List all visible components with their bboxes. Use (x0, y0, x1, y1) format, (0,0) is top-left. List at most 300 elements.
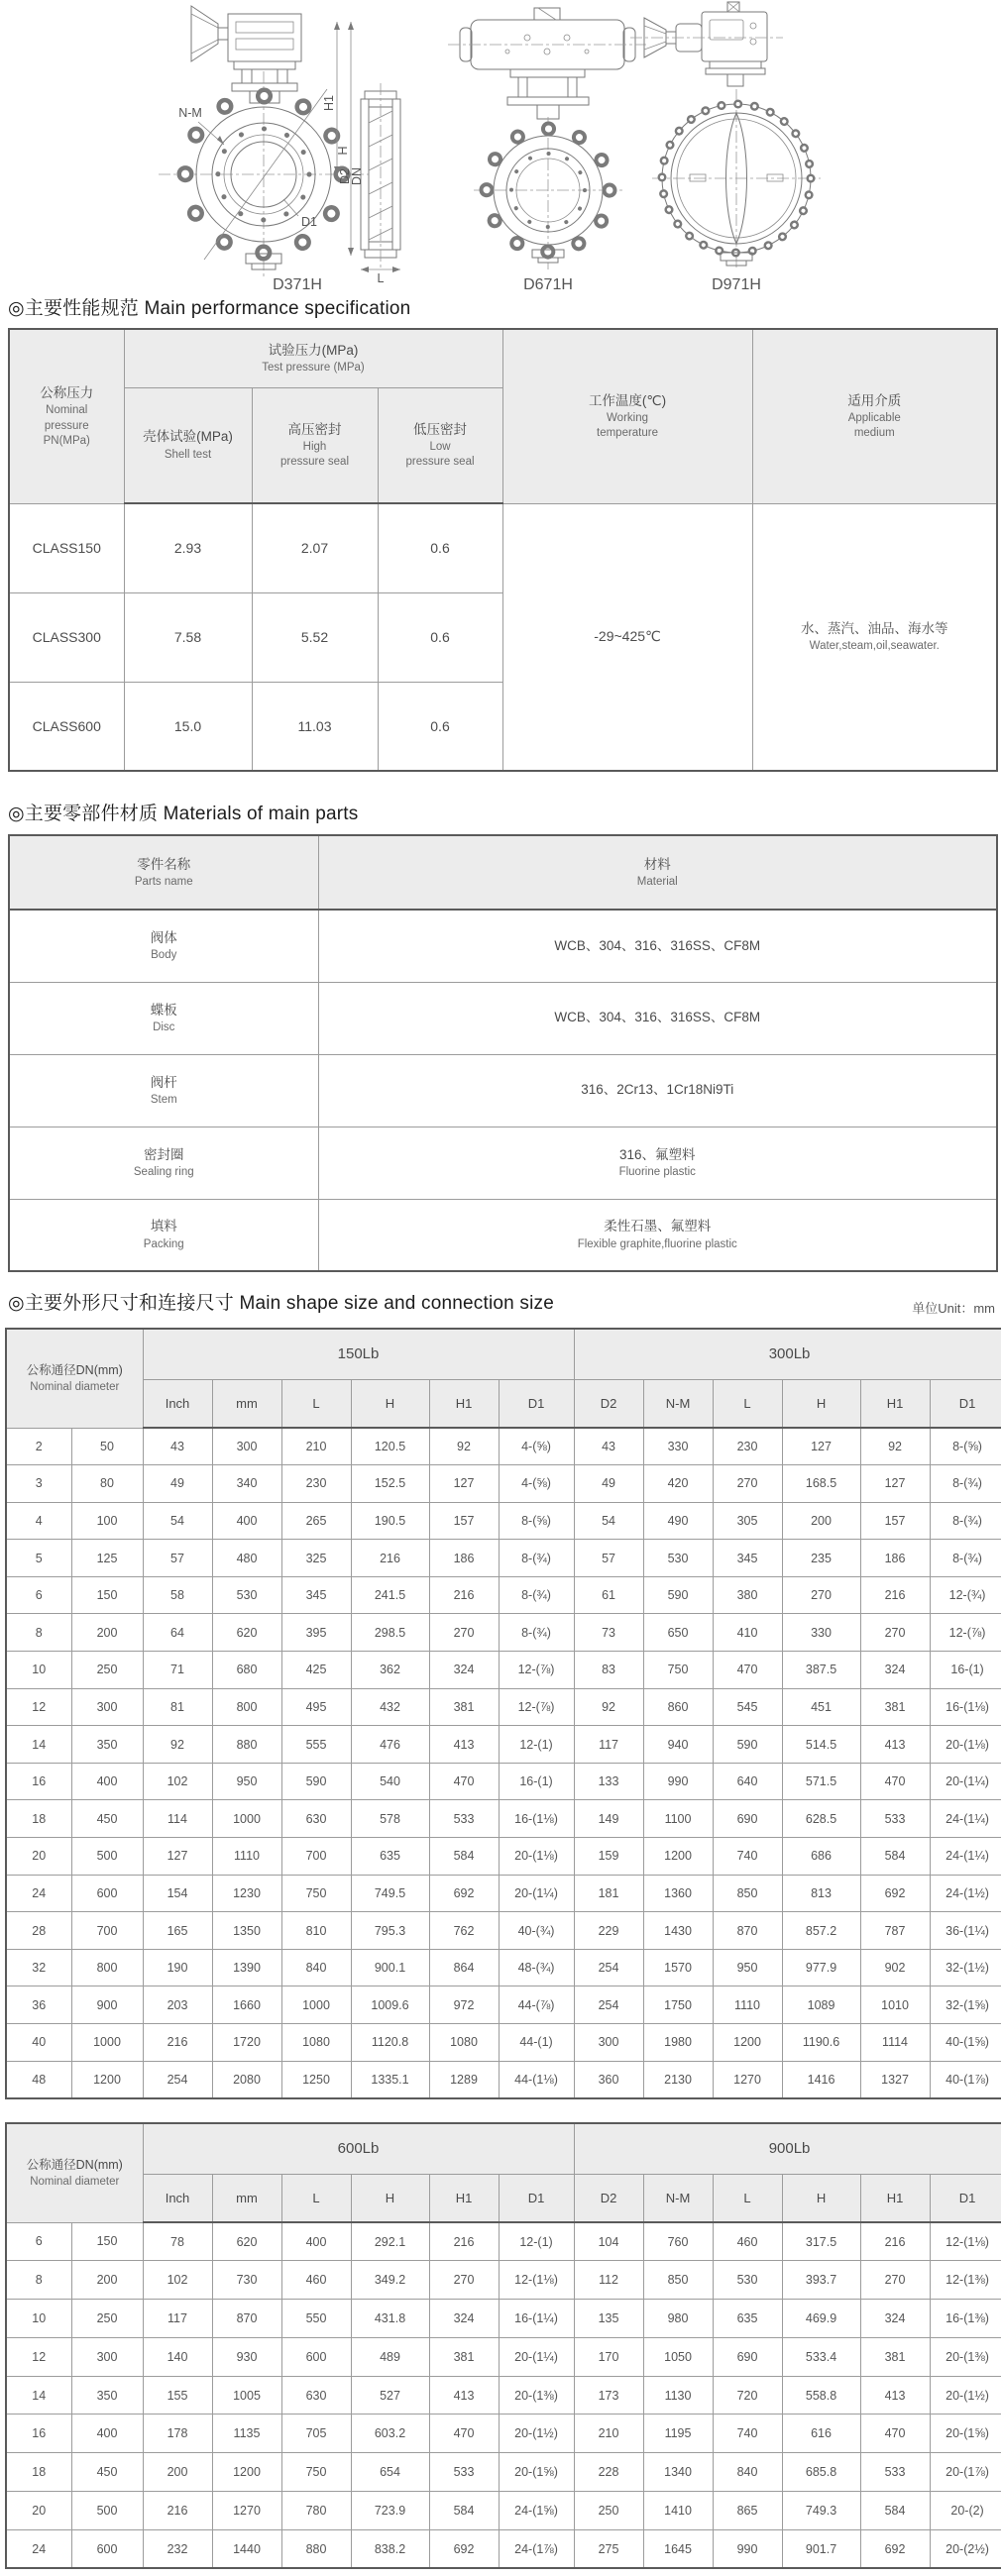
dimension-cell: 117 (143, 2300, 212, 2338)
dimension-cell: 410 (713, 1614, 782, 1652)
dimension-cell: 270 (429, 1614, 499, 1652)
dimension-cell: 1089 (782, 1986, 860, 2024)
dimension-cell: 431.8 (351, 2300, 429, 2338)
dimension-cell: 250 (71, 1652, 143, 1689)
dimension-cell: 1190.6 (782, 2024, 860, 2062)
dimension-cell: 810 (281, 1912, 351, 1950)
dimension-cell: 40 (6, 2024, 71, 2062)
label-en: Shell test (164, 448, 212, 461)
dimension-cell: 558.8 (782, 2376, 860, 2415)
dimension-cell: 18 (6, 1800, 71, 1838)
dimension-cell: 533 (860, 1800, 930, 1838)
low-seal-value: 0.6 (378, 682, 502, 771)
column-header: N-M (643, 1379, 713, 1428)
dimension-cell: 2 (6, 1428, 71, 1465)
dimension-cell: 880 (212, 1726, 281, 1764)
dimension-cell: 870 (713, 1912, 782, 1950)
dimension-cell: 16 (6, 2415, 71, 2453)
dimension-cell: 630 (281, 1800, 351, 1838)
column-header: mm (212, 2174, 281, 2222)
material-zh: WCB、304、316、316SS、CF8M (554, 937, 761, 953)
dimension-cell: 12 (6, 2337, 71, 2376)
dimension-cell: 8-(¾) (499, 1614, 574, 1652)
dimension-cell: 616 (782, 2415, 860, 2453)
header-group-900lb: 900Lb (574, 2123, 1001, 2174)
dimension-cell: 413 (860, 2376, 930, 2415)
dimension-cell: 40-(1⅝) (930, 2024, 1001, 2062)
dimension-row (6, 1875, 1001, 1912)
dim-label-l: L (377, 271, 385, 285)
dimension-cell: 692 (429, 1875, 499, 1912)
dimension-cell: 345 (281, 1576, 351, 1614)
dimension-cell: 720 (713, 2376, 782, 2415)
dimension-cell: 157 (860, 1502, 930, 1540)
column-header: H1 (429, 2174, 499, 2222)
dimension-cell: 102 (143, 1763, 212, 1800)
label-en: PN(MPa) (43, 435, 90, 448)
dimension-cell: 32 (6, 1949, 71, 1986)
dimension-cell: 155 (143, 2376, 212, 2415)
dimension-row (6, 1912, 1001, 1950)
dimension-cell: 425 (281, 1652, 351, 1689)
dimension-cell: 43 (143, 1428, 212, 1465)
label-zh: 工作温度(℃) (588, 392, 667, 408)
dimension-cell: 470 (429, 1763, 499, 1800)
dimension-cell: 654 (351, 2453, 429, 2492)
dimension-cell: 990 (643, 1763, 713, 1800)
dimension-cell: 73 (574, 1614, 643, 1652)
part-en: Disc (153, 1020, 175, 1033)
column-header: D2 (574, 2174, 643, 2222)
dimension-cell: 127 (782, 1428, 860, 1465)
dimension-cell: 100 (71, 1502, 143, 1540)
dimension-cell: 200 (71, 1614, 143, 1652)
drawing-caption: D971H (712, 276, 761, 293)
dimension-cell: 330 (643, 1428, 713, 1465)
dimension-cell: 600 (281, 2337, 351, 2376)
dimension-cell: 1110 (212, 1838, 281, 1876)
part-zh: 蝶板 (150, 1002, 177, 1018)
dimension-cell: 12-(1⅛) (499, 2261, 574, 2300)
dimension-cell: 92 (143, 1726, 212, 1764)
dimension-row (6, 2415, 1001, 2453)
dimension-cell: 740 (713, 1838, 782, 1876)
dimension-row (6, 1502, 1001, 1540)
dimension-cell: 127 (429, 1465, 499, 1503)
dimension-cell: 12-(⅞) (930, 1614, 1001, 1652)
dimension-cell: 533 (860, 2453, 930, 2492)
label-en: pressure seal (279, 456, 350, 469)
dimension-cell: 470 (713, 1652, 782, 1689)
dimension-cell: 1100 (643, 1800, 713, 1838)
part-en: Packing (143, 1237, 184, 1250)
dimension-cell: 470 (860, 1763, 930, 1800)
dimension-cell: 432 (351, 1688, 429, 1726)
dimension-cell: 692 (429, 2529, 499, 2568)
dimension-cell: 413 (429, 1726, 499, 1764)
dimension-cell: 381 (860, 2337, 930, 2376)
dimension-cell: 24-(1¼) (930, 1800, 1001, 1838)
shell-test-value: 7.58 (124, 592, 252, 682)
material-row (9, 982, 997, 1054)
dimension-cell: 20-(1½) (930, 2376, 1001, 2415)
dimension-cell: 1350 (212, 1912, 281, 1950)
dimension-cell: 571.5 (782, 1763, 860, 1800)
dimension-cell: 235 (782, 1540, 860, 1577)
dimension-cell: 20 (6, 1838, 71, 1876)
dimension-cell: 152.5 (351, 1465, 429, 1503)
dimension-cell: 578 (351, 1800, 429, 1838)
column-header: Inch (143, 2174, 212, 2222)
dimension-cell: 36-(1¼) (930, 1912, 1001, 1950)
dimension-cell: 216 (860, 2222, 930, 2261)
dimension-cell: 324 (429, 1652, 499, 1689)
dimension-cell: 102 (143, 2261, 212, 2300)
material-value (318, 910, 997, 982)
dimension-cell: 8-(⅝) (930, 1428, 1001, 1465)
dimension-cell: 1200 (713, 2024, 782, 2062)
dimension-row (6, 1576, 1001, 1614)
dimension-cell: 1270 (212, 2492, 281, 2530)
dimension-cell: 250 (574, 2492, 643, 2530)
dimension-cell: 127 (143, 1838, 212, 1876)
dimension-cell: 300 (71, 1688, 143, 1726)
dimension-cell: 216 (860, 1576, 930, 1614)
dimension-cell: 173 (574, 2376, 643, 2415)
dimension-cell: 16-(1⅜) (930, 2300, 1001, 2338)
dimension-cell: 127 (860, 1465, 930, 1503)
dimension-cell: 780 (281, 2492, 351, 2530)
dimension-cell: 216 (429, 1576, 499, 1614)
column-header: mm (212, 1379, 281, 1428)
column-header-row (6, 1379, 1001, 1428)
label-en: Test pressure (MPa) (262, 362, 365, 375)
dimension-row (6, 2492, 1001, 2530)
dimension-cell: 450 (71, 2453, 143, 2492)
dimension-cell: 460 (713, 2222, 782, 2261)
dimension-cell: 150 (71, 2222, 143, 2261)
part-name (9, 1199, 318, 1271)
shell-test-value: 15.0 (124, 682, 252, 771)
dimension-cell: 20-(1⅝) (499, 2453, 574, 2492)
dimension-cell: 181 (574, 1875, 643, 1912)
part-zh: 填料 (150, 1219, 177, 1234)
temperature-value: -29~425℃ (502, 503, 752, 771)
dimension-cell: 864 (429, 1949, 499, 1986)
dimension-cell: 157 (429, 1502, 499, 1540)
dimension-cell: 230 (713, 1428, 782, 1465)
dimension-cell: 940 (643, 1726, 713, 1764)
label-zh: 公称压力 (40, 384, 94, 400)
dimension-cell: 590 (281, 1763, 351, 1800)
dimension-cell: 104 (574, 2222, 643, 2261)
dimension-cell: 650 (643, 1614, 713, 1652)
dimension-cell: 44-(⅞) (499, 1986, 574, 2024)
dimension-cell: 125 (71, 1540, 143, 1577)
dimension-cell: 81 (143, 1688, 212, 1726)
material-value (318, 1199, 997, 1271)
dimension-row (6, 2222, 1001, 2261)
dimension-cell: 275 (574, 2529, 643, 2568)
dimension-cell: 114 (143, 1800, 212, 1838)
dimension-cell: 387.5 (782, 1652, 860, 1689)
label-zh: 材料 (643, 856, 671, 872)
dimension-cell: 8-(¾) (499, 1540, 574, 1577)
dimension-cell: 6 (6, 2222, 71, 2261)
dimension-cell: 1360 (643, 1875, 713, 1912)
dimension-cell: 50 (71, 1428, 143, 1465)
dimension-row (6, 1763, 1001, 1800)
dimension-cell: 92 (429, 1428, 499, 1465)
part-zh: 密封圈 (144, 1146, 184, 1162)
dimension-cell: 865 (713, 2492, 782, 2530)
dimension-cell: 990 (713, 2529, 782, 2568)
dimension-cell: 28 (6, 1912, 71, 1950)
valve-drawing-d971h (630, 2, 821, 293)
dimension-cell: 1416 (782, 2061, 860, 2098)
dimension-row (6, 2337, 1001, 2376)
dimension-cell: 362 (351, 1652, 429, 1689)
dimension-cell: 20-(1⅞) (930, 2453, 1001, 2492)
dimension-cell: 14 (6, 2376, 71, 2415)
dimension-row (6, 1949, 1001, 1986)
dimension-cell: 270 (782, 1576, 860, 1614)
part-zh: 阀杆 (150, 1074, 177, 1090)
dimension-cell: 527 (351, 2376, 429, 2415)
medium-zh: 水、蒸汽、油品、海水等 (801, 620, 948, 636)
dimension-cell: 49 (574, 1465, 643, 1503)
dimension-cell: 8 (6, 2261, 71, 2300)
dimension-cell: 24 (6, 1875, 71, 1912)
dimension-cell: 1410 (643, 2492, 713, 2530)
dimension-cell: 216 (143, 2024, 212, 2062)
dimension-cell: 400 (71, 1763, 143, 1800)
class-label: CLASS300 (9, 592, 124, 682)
dimension-cell: 381 (860, 1688, 930, 1726)
drawing-caption: D671H (523, 276, 573, 293)
dimension-cell: 533 (429, 2453, 499, 2492)
material-en: Flexible graphite,fluorine plastic (577, 1237, 737, 1250)
section-heading-performance: ◎主要性能规范 Main performance specification (8, 298, 411, 319)
dimension-cell: 2080 (212, 2061, 281, 2098)
dimension-cell: 450 (71, 1800, 143, 1838)
dim-label-nm: N-M (178, 106, 202, 120)
dimension-row (6, 1428, 1001, 1465)
medium-value (752, 503, 997, 771)
dimension-cell: 78 (143, 2222, 212, 2261)
high-seal-value: 11.03 (252, 682, 378, 771)
dimension-cell: 324 (860, 2300, 930, 2338)
header-high-pressure-seal (252, 387, 378, 503)
dimension-cell: 168.5 (782, 1465, 860, 1503)
column-header: L (713, 1379, 782, 1428)
material-zh: 316、氟塑料 (618, 1146, 696, 1162)
label-zh: 试验压力(MPa) (268, 342, 359, 358)
dimension-cell: 620 (212, 1614, 281, 1652)
dimension-cell: 200 (143, 2453, 212, 2492)
material-en: Fluorine plastic (618, 1165, 696, 1178)
dimension-cell: 325 (281, 1540, 351, 1577)
dimension-cell: 533 (429, 1800, 499, 1838)
dimension-cell: 640 (713, 1763, 782, 1800)
section-heading-materials: ◎主要零部件材质 Materials of main parts (8, 804, 359, 824)
dimension-cell: 469.9 (782, 2300, 860, 2338)
dimension-cell: 480 (212, 1540, 281, 1577)
dimension-cell: 514.5 (782, 1726, 860, 1764)
dimension-cell: 330 (782, 1614, 860, 1652)
dimension-cell: 18 (6, 2453, 71, 2492)
dimension-cell: 584 (429, 2492, 499, 2530)
dimension-cell: 470 (429, 2415, 499, 2453)
dimension-cell: 16 (6, 1763, 71, 1800)
dimension-cell: 1200 (643, 1838, 713, 1876)
class-label: CLASS150 (9, 503, 124, 592)
dimension-cell: 840 (281, 1949, 351, 1986)
valve-drawing-d671h (448, 8, 646, 293)
header-shell-test (124, 387, 252, 503)
dimension-cell: 254 (574, 1949, 643, 1986)
dimension-cell: 380 (713, 1576, 782, 1614)
dimension-cell: 530 (212, 1576, 281, 1614)
dimensions-table-150-300 (5, 1328, 1001, 2099)
dimension-cell: 749.3 (782, 2492, 860, 2530)
column-header: L (713, 2174, 782, 2222)
dimension-cell: 400 (281, 2222, 351, 2261)
dimension-cell: 902 (860, 1949, 930, 1986)
low-seal-value: 0.6 (378, 503, 502, 592)
dimension-cell: 381 (429, 2337, 499, 2376)
dimension-row (6, 2061, 1001, 2098)
dimension-cell: 762 (429, 1912, 499, 1950)
dimension-cell: 57 (574, 1540, 643, 1577)
dimension-cell: 750 (643, 1652, 713, 1689)
dimension-cell: 550 (281, 2300, 351, 2338)
dimension-cell: 750 (281, 2453, 351, 2492)
dimension-cell: 58 (143, 1576, 212, 1614)
valve-drawing-d371h (159, 6, 400, 293)
dimension-cell: 1000 (212, 1800, 281, 1838)
column-header-row (6, 2174, 1001, 2222)
dimension-cell: 16-(1) (930, 1652, 1001, 1689)
dimension-cell: 749.5 (351, 1875, 429, 1912)
part-name (9, 982, 318, 1054)
dimension-cell: 300 (71, 2337, 143, 2376)
header-test-pressure (124, 329, 502, 387)
dimension-cell: 700 (71, 1912, 143, 1950)
label-en: Applicable (847, 411, 901, 424)
dimension-cell: 838.2 (351, 2529, 429, 2568)
dimension-cell: 24-(1¼) (930, 1838, 1001, 1876)
dimension-cell: 787 (860, 1912, 930, 1950)
dimension-cell: 635 (713, 2300, 782, 2338)
dimension-cell: 545 (713, 1688, 782, 1726)
dimension-row (6, 2529, 1001, 2568)
dimension-cell: 350 (71, 1726, 143, 1764)
low-seal-value: 0.6 (378, 592, 502, 682)
dimension-cell: 241.5 (351, 1576, 429, 1614)
material-row (9, 1054, 997, 1127)
dimension-cell: 8 (6, 1614, 71, 1652)
dimensions-table-600-900 (5, 2122, 1001, 2569)
dimension-cell: 850 (713, 1875, 782, 1912)
label-en: Low (429, 440, 451, 453)
dim-label-dn: DN (350, 166, 364, 186)
dimension-cell: 690 (713, 2337, 782, 2376)
dimension-cell: 135 (574, 2300, 643, 2338)
part-en: Stem (150, 1093, 177, 1106)
materials-table (8, 834, 998, 1272)
dimension-cell: 360 (574, 2061, 643, 2098)
label-en: Nominal diameter (30, 2175, 120, 2188)
dimension-cell: 16-(1¼) (499, 2300, 574, 2338)
dimension-cell: 36 (6, 1986, 71, 2024)
dimension-cell: 12-(1⅛) (930, 2222, 1001, 2261)
dimension-cell: 555 (281, 1726, 351, 1764)
dimension-cell: 254 (143, 2061, 212, 2098)
dimension-cell: 420 (643, 1465, 713, 1503)
dimension-cell: 117 (574, 1726, 643, 1764)
medium-en: Water,steam,oil,seawater. (809, 640, 940, 653)
column-header: H (351, 2174, 429, 2222)
dimension-cell: 1195 (643, 2415, 713, 2453)
dimension-cell: 584 (429, 1838, 499, 1876)
dimension-cell: 14 (6, 1726, 71, 1764)
dimension-cell: 530 (713, 2261, 782, 2300)
dimension-cell: 8-(¾) (499, 1576, 574, 1614)
dimension-cell: 186 (429, 1540, 499, 1577)
dimension-row (6, 1540, 1001, 1577)
dimension-cell: 216 (351, 1540, 429, 1577)
dimension-cell: 150 (71, 1576, 143, 1614)
header-group-600lb: 600Lb (143, 2123, 574, 2174)
performance-row (9, 503, 997, 592)
column-header: Inch (143, 1379, 212, 1428)
dimension-row (6, 1688, 1001, 1726)
dimension-cell: 20-(2½) (930, 2529, 1001, 2568)
dimension-row (6, 1986, 1001, 2024)
dimension-cell: 880 (281, 2529, 351, 2568)
class-label: CLASS600 (9, 682, 124, 771)
dimension-cell: 972 (429, 1986, 499, 2024)
dimension-cell: 930 (212, 2337, 281, 2376)
material-zh: WCB、304、316、316SS、CF8M (554, 1010, 761, 1025)
header-group-150lb: 150Lb (143, 1329, 574, 1379)
label-en: Nominal (46, 404, 88, 417)
dimension-cell: 680 (212, 1652, 281, 1689)
column-header: D2 (574, 1379, 643, 1428)
dimension-cell: 216 (143, 2492, 212, 2530)
dimension-cell: 603.2 (351, 2415, 429, 2453)
dimension-cell: 210 (281, 1428, 351, 1465)
dimension-cell: 16-(1⅛) (930, 1688, 1001, 1726)
dimension-cell: 8-(¾) (930, 1540, 1001, 1577)
shell-test-value: 2.93 (124, 503, 252, 592)
header-group-300lb: 300Lb (574, 1329, 1001, 1379)
material-value (318, 1127, 997, 1199)
dimension-cell: 740 (713, 2415, 782, 2453)
dimension-cell: 500 (71, 1838, 143, 1876)
dimension-cell: 20-(1¼) (499, 1875, 574, 1912)
column-header: L (281, 1379, 351, 1428)
dimension-cell: 43 (574, 1428, 643, 1465)
dimension-cell: 300 (574, 2024, 643, 2062)
dimension-cell: 1120.8 (351, 2024, 429, 2062)
dimension-row (6, 1726, 1001, 1764)
dimension-cell: 228 (574, 2453, 643, 2492)
dimension-cell: 590 (713, 1726, 782, 1764)
dimension-cell: 400 (212, 1502, 281, 1540)
label-en: pressure (44, 419, 89, 432)
